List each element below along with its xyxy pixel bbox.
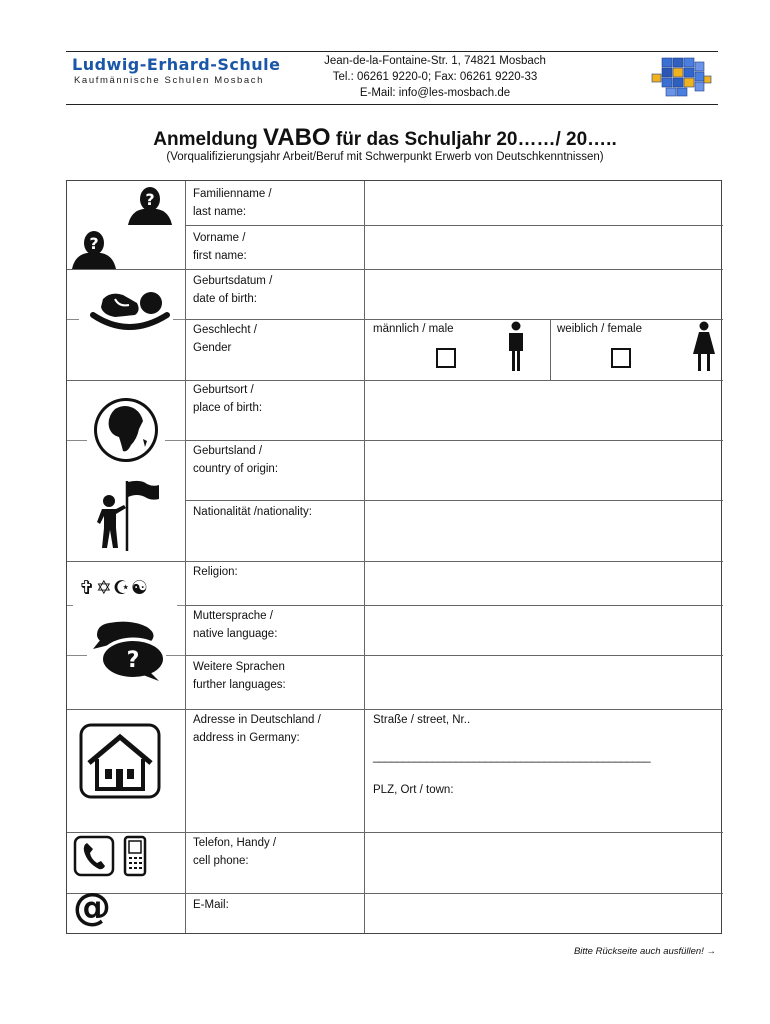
gender-female-checkbox[interactable] (611, 348, 631, 368)
email-input[interactable] (365, 894, 723, 933)
street-label: Straße / street, Nr.. (373, 714, 471, 726)
school-name: Ludwig-Erhard-Schule (72, 55, 281, 74)
person-question-icon (125, 185, 175, 225)
form-title: Anmeldung VABO für das Schuljahr 20……/ 20….. (153, 124, 617, 151)
street-input-line[interactable]: _______________________________________________ (373, 751, 651, 763)
female-figure-icon (691, 321, 717, 373)
header-top-rule (66, 51, 718, 52)
birth-date-input[interactable] (365, 270, 723, 319)
footer-note: Bitte Rückseite auch ausfüllen! → (573, 946, 716, 957)
first-name-label: Vorname / first name: (193, 232, 247, 262)
svg-text:?: ? (89, 234, 99, 253)
nationality-label: Nationalität /nationality: (193, 506, 312, 518)
school-address (290, 53, 580, 101)
nationality-input[interactable] (365, 501, 723, 561)
school-subtitle: Kaufmännische Schulen Mosbach (74, 75, 265, 86)
mother-tongue-label: Muttersprache / native language: (193, 610, 278, 640)
address-label: Adresse in Deutschland / address in Germany: (193, 714, 321, 744)
religion-label: Religion: (193, 566, 238, 578)
email-line: E-Mail: info@les-mosbach.de (359, 87, 511, 99)
phone-line: Tel.: 06261 9220-0; Fax: 06261 9220-33 (332, 71, 538, 83)
globe-icon (91, 395, 161, 465)
address-line: Jean-de-la-Fontaine-Str. 1, 74821 Mosbach (324, 55, 546, 67)
birth-country-input[interactable] (365, 441, 723, 500)
phone-input[interactable] (365, 833, 723, 893)
at-sign-icon: @ (73, 885, 111, 929)
gender-label: Geschlecht / Gender (193, 324, 257, 354)
baby-cradle-icon (89, 289, 171, 341)
birth-place-label: Geburtsort / place of birth: (193, 384, 263, 414)
last-name-label: Familienname / last name: (193, 188, 272, 218)
mobile-phone-icon (121, 835, 149, 877)
svg-text:?: ? (145, 190, 155, 209)
religion-symbols-icon: ✞✡☪☯ (79, 577, 149, 599)
person-question-icon (69, 229, 119, 269)
person-flag-icon (91, 479, 161, 553)
house-icon (79, 723, 161, 799)
gender-female-label: weiblich / female (557, 323, 643, 335)
other-languages-input[interactable] (365, 656, 723, 709)
registration-form (66, 180, 722, 934)
town-label: PLZ, Ort / town: (373, 784, 454, 796)
last-name-input[interactable] (365, 181, 723, 225)
header-bottom-rule (66, 104, 718, 105)
phone-label: Telefon, Handy / cell phone: (193, 837, 277, 867)
form-subtitle: (Vorqualifizierungsjahr Arbeit/Beruf mit Schwerpunkt Erwerb von Deutschkenntnissen) (166, 151, 604, 163)
svg-text:?: ? (126, 648, 140, 673)
gender-male-label: männlich / male (373, 323, 454, 335)
birth-place-input[interactable] (365, 381, 723, 440)
birth-date-label: Geburtsdatum / date of birth: (193, 275, 273, 305)
other-languages-label: Weitere Sprachen further languages: (193, 661, 286, 691)
male-figure-icon (506, 321, 526, 373)
gender-male-checkbox[interactable] (436, 348, 456, 368)
religion-input[interactable] (365, 562, 723, 605)
mother-tongue-input[interactable] (365, 606, 723, 655)
school-cube-logo-icon (648, 52, 712, 100)
birth-country-label: Geburtsland / country of origin: (193, 445, 279, 475)
email-label: E-Mail: (193, 899, 229, 911)
first-name-input[interactable] (365, 226, 723, 269)
speech-bubbles-icon (87, 621, 169, 683)
